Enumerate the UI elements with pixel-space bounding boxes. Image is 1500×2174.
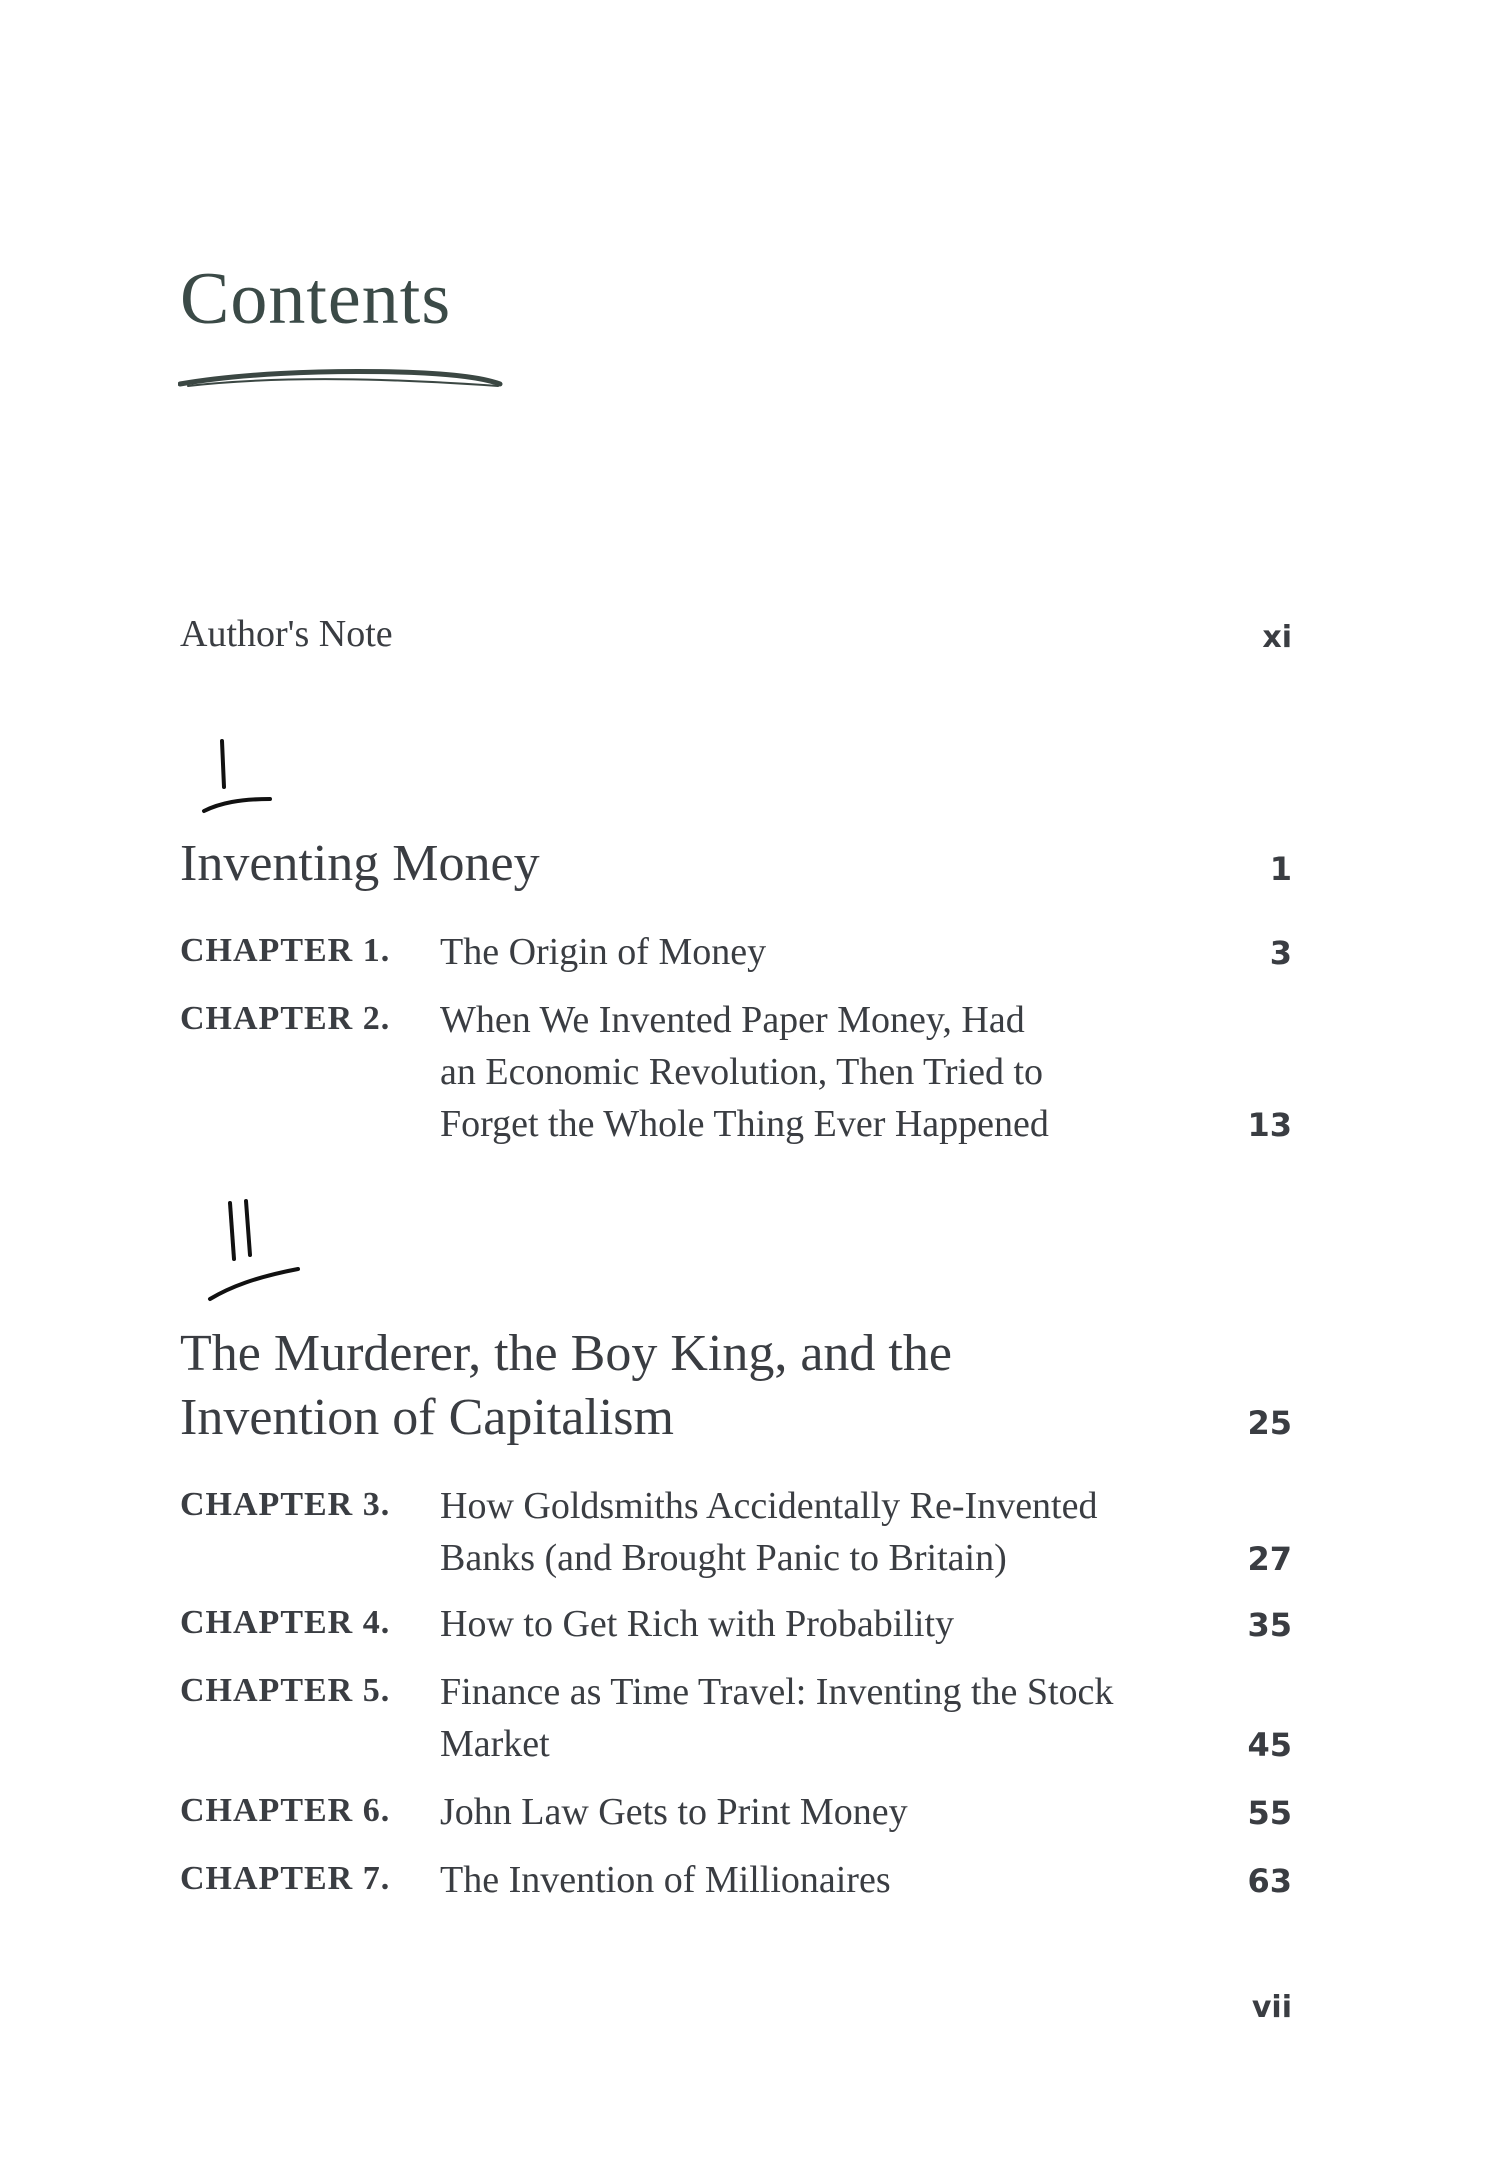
authors-note-title: Author's Note (180, 613, 393, 655)
chapter-title-line: When We Invented Paper Money, Had (440, 999, 1025, 1041)
chapter-1-title[interactable] (440, 926, 766, 978)
chapter-title-line: Finance as Time Travel: Inventing the Stock (440, 1671, 1114, 1713)
chapter-title-line: Market (440, 1723, 550, 1765)
chapter-5-title[interactable] (440, 1666, 1113, 1770)
chapter-5-label: CHAPTER 5. (180, 1672, 391, 1709)
page-folio: vii (1251, 1990, 1292, 2025)
chapter-3-label: CHAPTER 3. (180, 1486, 391, 1523)
title-underline-stroke (178, 360, 508, 400)
part-one-title[interactable] (180, 832, 540, 896)
chapter-1-label: CHAPTER 1. (180, 932, 391, 969)
part-two-page: 25 (1247, 1404, 1292, 1442)
chapter-6-label: CHAPTER 6. (180, 1792, 391, 1829)
part-title-line: The Murderer, the Boy King, and the (180, 1325, 952, 1382)
chapter-6-page: 55 (1247, 1794, 1292, 1832)
part-one-page: 1 (1269, 850, 1292, 888)
chapter-title-line: The Invention of Millionaires (440, 1859, 891, 1901)
chapter-1-page: 3 (1269, 934, 1292, 972)
chapter-2-page: 13 (1247, 1106, 1292, 1144)
chapter-5-page: 45 (1247, 1726, 1292, 1764)
chapter-title-line: How to Get Rich with Probability (440, 1603, 955, 1645)
chapter-7-label: CHAPTER 7. (180, 1860, 391, 1897)
chapter-2-label: CHAPTER 2. (180, 1000, 391, 1037)
toc-entry-authors-note[interactable] (180, 612, 1292, 662)
chapter-title-line: Banks (and Brought Panic to Britain) (440, 1537, 1007, 1579)
chapter-6-title[interactable] (440, 1786, 908, 1838)
chapter-4-title[interactable] (440, 1598, 954, 1650)
part-title-line: Invention of Capitalism (180, 1389, 674, 1446)
chapter-title-line: an Economic Revolution, Then Tried to (440, 1051, 1044, 1093)
handwritten-part-two-mark (190, 1195, 320, 1305)
authors-note-page: xi (1262, 620, 1292, 655)
chapter-title-line: How Goldsmiths Accidentally Re-Invented (440, 1485, 1098, 1527)
chapter-title-line: Forget the Whole Thing Ever Happened (440, 1103, 1049, 1145)
chapter-7-page: 63 (1247, 1862, 1292, 1900)
handwritten-part-one-mark (190, 735, 290, 825)
chapter-2-title[interactable] (440, 994, 1049, 1150)
chapter-7-title[interactable] (440, 1854, 891, 1906)
page-title: Contents (180, 258, 452, 340)
chapter-title-line: The Origin of Money (440, 931, 767, 973)
chapter-3-title[interactable] (440, 1480, 1098, 1584)
chapter-4-page: 35 (1247, 1606, 1292, 1644)
chapter-title-line: John Law Gets to Print Money (440, 1791, 908, 1833)
chapter-4-label: CHAPTER 4. (180, 1604, 391, 1641)
chapter-3-page: 27 (1247, 1540, 1292, 1578)
part-title-line: Inventing Money (180, 835, 540, 892)
part-two-title[interactable] (180, 1322, 952, 1450)
